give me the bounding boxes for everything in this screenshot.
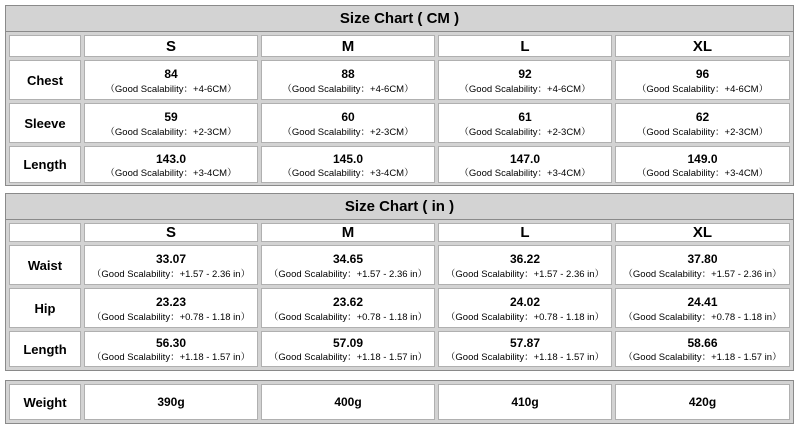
corner-cell (9, 223, 81, 242)
size-chart-cm (5, 5, 794, 186)
size-header-s: S (84, 223, 258, 242)
measurement-cell (615, 60, 790, 100)
measurement-value: 147.0 (509, 152, 541, 166)
measurement-value: 24.41 (687, 295, 718, 309)
scalability-note: （Good Scalability：+1.18 - 1.57 in） (91, 352, 251, 363)
size-chart-in (5, 193, 794, 371)
measurement-value: 36.22 (509, 252, 541, 266)
scalability-note: （Good Scalability：+0.78 - 1.18 in） (445, 312, 605, 323)
scalability-note: （Good Scalability：+0.78 - 1.18 in） (623, 312, 782, 323)
measurement-cell (261, 331, 435, 367)
scalability-note: （Good Scalability：+2-3CM） (459, 127, 591, 138)
size-header-l: L (438, 223, 612, 242)
scalability-note: （Good Scalability：+2-3CM） (636, 127, 769, 138)
scalability-note: （Good Scalability：+4-6CM） (282, 84, 414, 95)
measurement-cell (615, 146, 790, 183)
measurement-cell (84, 288, 258, 328)
measurement-cell (438, 331, 612, 367)
scalability-note: （Good Scalability：+1.57 - 2.36 in） (445, 269, 605, 280)
measurement-cell (615, 288, 790, 328)
measurement-value: 34.65 (332, 252, 364, 266)
weight-value: 400g (261, 384, 435, 420)
measurement-value: 58.66 (687, 336, 718, 350)
measurement-value: 145.0 (332, 152, 364, 166)
measurement-value: 149.0 (687, 152, 718, 166)
scalability-note: （Good Scalability：+1.18 - 1.57 in） (445, 352, 605, 363)
row-label-hip: Hip (9, 288, 81, 328)
scalability-note: （Good Scalability：+1.57 - 2.36 in） (268, 269, 428, 280)
size-header-m: M (261, 223, 435, 242)
weight-value: 410g (438, 384, 612, 420)
measurement-cell (84, 245, 258, 285)
size-header-s: S (84, 35, 258, 57)
measurement-value: 92 (518, 67, 532, 81)
weight-table (5, 380, 794, 424)
weight-value: 390g (84, 384, 258, 420)
corner-cell (9, 35, 81, 57)
row-label-chest: Chest (9, 60, 81, 100)
measurement-value: 37.80 (687, 252, 718, 266)
measurement-value: 88 (341, 67, 355, 81)
scalability-note: （Good Scalability：+4-6CM） (636, 84, 769, 95)
measurement-cell (84, 103, 258, 143)
size-chart-cm-title: Size Chart ( CM ) (6, 6, 793, 32)
measurement-value: 57.87 (509, 336, 541, 350)
measurement-value: 56.30 (155, 336, 187, 350)
measurement-cell (615, 245, 790, 285)
row-label-waist: Waist (9, 245, 81, 285)
measurement-cell (261, 103, 435, 143)
scalability-note: （Good Scalability：+0.78 - 1.18 in） (91, 312, 251, 323)
scalability-note: （Good Scalability：+1.18 - 1.57 in） (623, 352, 782, 363)
measurement-cell (615, 331, 790, 367)
measurement-cell (438, 146, 612, 183)
measurement-value: 23.62 (332, 295, 364, 309)
scalability-note: （Good Scalability：+2-3CM） (282, 127, 414, 138)
measurement-value: 24.02 (509, 295, 541, 309)
measurement-cell (615, 103, 790, 143)
measurement-cell (261, 146, 435, 183)
scalability-note: （Good Scalability：+3-4CM） (282, 168, 414, 179)
scalability-note: （Good Scalability：+3-4CM） (636, 168, 769, 179)
scalability-note: （Good Scalability：+1.18 - 1.57 in） (268, 352, 428, 363)
measurement-cell (438, 103, 612, 143)
scalability-note: （Good Scalability：+3-4CM） (105, 168, 237, 179)
measurement-cell (438, 288, 612, 328)
row-label-sleeve: Sleeve (9, 103, 81, 143)
scalability-note: （Good Scalability：+1.57 - 2.36 in） (91, 269, 251, 280)
size-header-xl: XL (615, 223, 790, 242)
measurement-cell (438, 60, 612, 100)
measurement-value: 143.0 (155, 152, 187, 166)
size-header-m: M (261, 35, 435, 57)
measurement-value: 57.09 (332, 336, 364, 350)
size-header-xl: XL (615, 35, 790, 57)
measurement-value: 60 (341, 110, 355, 124)
row-label-length: Length (9, 146, 81, 183)
measurement-value: 61 (518, 110, 532, 124)
measurement-value: 84 (164, 67, 178, 81)
measurement-cell (84, 146, 258, 183)
measurement-cell (261, 288, 435, 328)
measurement-cell (84, 331, 258, 367)
row-label-length: Length (9, 331, 81, 367)
measurement-cell (261, 245, 435, 285)
scalability-note: （Good Scalability：+3-4CM） (459, 168, 591, 179)
scalability-note: （Good Scalability：+1.57 - 2.36 in） (623, 269, 782, 280)
measurement-value: 23.23 (155, 295, 187, 309)
scalability-note: （Good Scalability：+0.78 - 1.18 in） (268, 312, 428, 323)
measurement-value: 33.07 (155, 252, 187, 266)
size-header-l: L (438, 35, 612, 57)
weight-value: 420g (615, 384, 790, 420)
measurement-cell (438, 245, 612, 285)
measurement-value: 96 (695, 67, 710, 81)
scalability-note: （Good Scalability：+4-6CM） (459, 84, 591, 95)
scalability-note: （Good Scalability：+4-6CM） (105, 84, 237, 95)
row-label-weight: Weight (9, 384, 81, 420)
size-chart-in-title: Size Chart ( in ) (6, 194, 793, 220)
measurement-value: 59 (164, 110, 178, 124)
measurement-cell (261, 60, 435, 100)
measurement-value: 62 (695, 110, 710, 124)
scalability-note: （Good Scalability：+2-3CM） (105, 127, 237, 138)
measurement-cell (84, 60, 258, 100)
